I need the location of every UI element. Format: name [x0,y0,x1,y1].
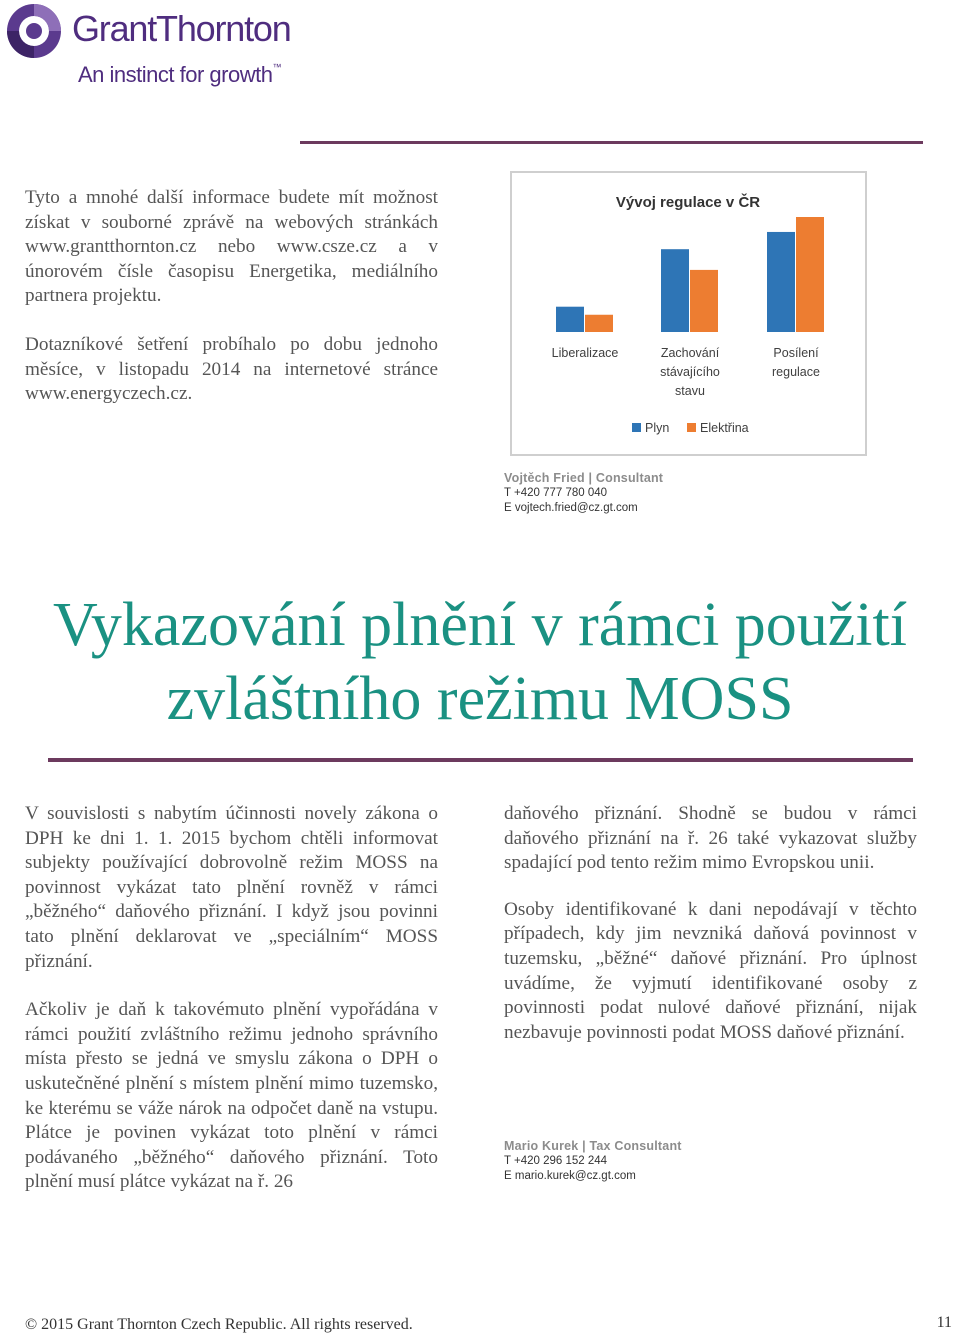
chart-bars [556,217,824,332]
contact-name: Mario Kurek | Tax Consultant [504,1139,682,1153]
bar-plyn-3 [767,232,795,332]
intro-paragraph-2: Dotazníkové šetření probíhalo po dobu jednoho měsíce, v listopadu 2014 na internetové stránce www.energyczech.cz. [25,333,438,405]
category-label-2-line-2: stávajícího [660,365,720,379]
contact-phone: T +420 296 152 244 [504,1155,608,1167]
page-number: 11 [936,1314,952,1331]
article-paragraph-2: Ačkoliv je daň k takovémuto plnění vypořádána v rámci použití zvláštního režimu jednoho správního místa přesto se jedná ve smyslu zákona o DPH o uskutečněné plnění s místem plnění mimo tuzemsko, ke kterému se váže nárok na odpočet daně na vstupu. Plátce je povinen vykázat toto plnění v rámci podávaného „běžného“ daňového přiznání. Toto plnění musí plátce vykázat na ř. 26 [25,999,438,1193]
legend-swatch-elektrina [687,423,696,432]
top-divider [300,141,923,144]
contact-phone: T +420 777 780 040 [504,487,608,499]
article-right-column [504,802,917,1045]
regulation-chart [510,171,867,456]
contact-email: E mario.kurek@cz.gt.com [504,1170,636,1182]
category-label-1-line-1: Liberalizace [551,346,619,360]
tagline-text: An instinct for growth [78,62,273,87]
bar-elektrina-2 [690,270,718,332]
article-paragraph-3: daňového přiznání. Shodně se budou v rámci daňového přiznání na ř. 26 také vykazovat služby spadající pod tento režim mimo Evropskou unii. [504,803,917,874]
chart-category-labels [552,346,820,398]
category-label-2-line-3: stavu [675,384,705,398]
legend-label-elektrina: Elektřina [700,421,749,435]
bar-elektrina-3 [796,217,824,332]
chart-title: Vývoj regulace v ČR [615,194,761,211]
bar-plyn-2 [661,249,689,332]
article-left-column [25,802,438,1195]
headline-line-2: zvláštního režimu MOSS [166,665,794,733]
intro-text [25,186,438,407]
article-paragraph-4: Osoby identifikované k dani nepodávají v těchto případech, kdy jim nevzniká daňová povinnost v tuzemsku, „běžné“ daňové přiznání. Pro úplnost uvádíme, že vyjmutí identifikované osoby z povinnosti podat nulové daňové přiznání, nijak nezbavuje povinnosti podat MOSS daňové přiznání. [504,898,917,1043]
contact-card-fried [504,471,663,516]
intro-paragraph-1: Tyto a mnohé další informace budete mít možnost získat v souborné zprávě na webových stránkách www.grantthornton.cz nebo www.csze.cz a v únorovém čísle časopisu Energetika, mediálního partnera projektu. [25,187,438,307]
grant-thornton-logo-icon [6,3,62,59]
legend-label-plyn: Plyn [645,421,670,435]
contact-name: Vojtěch Fried | Consultant [504,471,664,485]
brand-name: GrantThornton [72,8,291,49]
section-divider [48,758,913,762]
category-label-3-line-1: Posílení [773,346,819,360]
bar-elektrina-1 [585,315,613,332]
trademark-mark: ™ [272,62,281,72]
contact-card-kurek [504,1139,682,1184]
headline-line-1: Vykazování plnění v rámci použití [53,591,907,659]
footer-copyright: © 2015 Grant Thornton Czech Republic. All rights reserved. [25,1316,413,1333]
contact-email: E vojtech.fried@cz.gt.com [504,502,638,514]
category-label-2-line-1: Zachování [660,346,720,360]
bar-plyn-1 [556,307,584,332]
tagline [78,62,281,88]
chart-svg [512,173,865,454]
legend-swatch-plyn [632,423,641,432]
category-label-3-line-2: regulace [772,365,820,379]
article-paragraph-1: V souvislosti s nabytím účinnosti novely zákona o DPH ke dni 1. 1. 2015 bychom chtěli informovat subjekty používající dobrovolně režim MOSS na povinnost vykázat tato plnění rovněž v rámci „běžného“ daňového přiznání. I když jsou povinni tato plnění deklarovat ve „speciálním“ MOSS přiznání. [25,803,438,972]
article-headline [0,588,960,736]
chart-legend [632,421,749,435]
